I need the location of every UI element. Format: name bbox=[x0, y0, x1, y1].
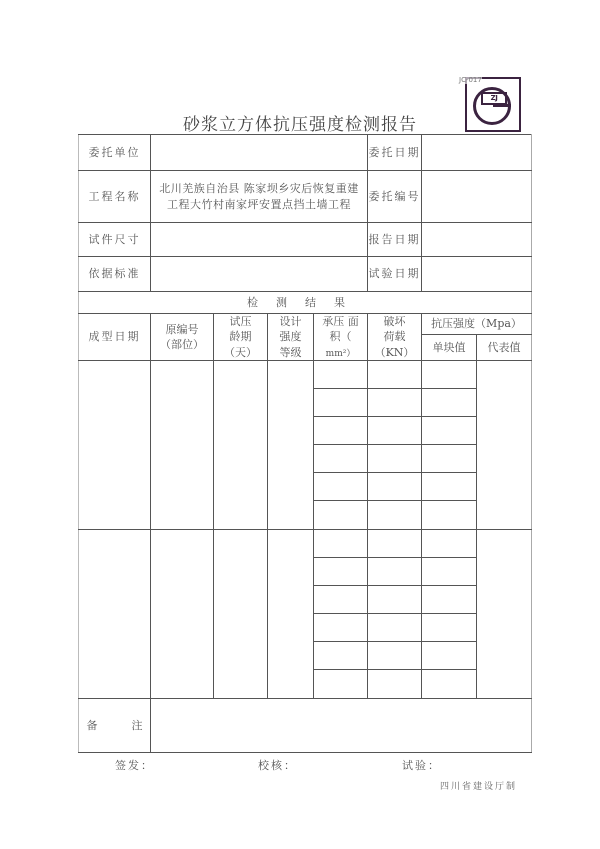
area-cell[interactable] bbox=[314, 670, 368, 699]
remarks-label-a: 备 bbox=[86, 719, 98, 733]
group1-test-age[interactable] bbox=[214, 361, 268, 530]
area-cell[interactable] bbox=[314, 473, 368, 501]
signature-review: 校核： bbox=[258, 759, 297, 772]
group1-representative[interactable] bbox=[477, 361, 532, 530]
test-date-label: 试验日期 bbox=[368, 257, 422, 292]
signature-test: 试验： bbox=[402, 759, 441, 772]
area-cell[interactable] bbox=[314, 614, 368, 642]
area-cell[interactable] bbox=[314, 389, 368, 417]
report-date-field[interactable] bbox=[422, 223, 532, 257]
area-cell[interactable] bbox=[314, 445, 368, 473]
entrust-date-label: 委托日期 bbox=[368, 135, 422, 171]
col-area: 承压 面 积（ mm²） bbox=[314, 314, 368, 361]
col-molding-date: 成型日期 bbox=[79, 314, 151, 361]
load-cell[interactable] bbox=[368, 473, 422, 501]
client-label: 委托单位 bbox=[79, 135, 151, 171]
group2-representative[interactable] bbox=[477, 530, 532, 699]
area-cell[interactable] bbox=[314, 361, 368, 389]
client-field[interactable] bbox=[151, 135, 368, 171]
load-cell[interactable] bbox=[368, 389, 422, 417]
single-value-cell[interactable] bbox=[422, 614, 477, 642]
area-cell[interactable] bbox=[314, 586, 368, 614]
entrust-no-field[interactable] bbox=[422, 171, 532, 223]
area-cell[interactable] bbox=[314, 642, 368, 670]
test-date-field[interactable] bbox=[422, 257, 532, 292]
col-design-grade: 设计 强度 等级 bbox=[268, 314, 314, 361]
single-value-cell[interactable] bbox=[422, 389, 477, 417]
load-cell[interactable] bbox=[368, 586, 422, 614]
load-cell[interactable] bbox=[368, 558, 422, 586]
specimen-size-field[interactable] bbox=[151, 223, 368, 257]
single-value-cell[interactable] bbox=[422, 473, 477, 501]
col-original-no bbox=[151, 314, 214, 361]
load-cell[interactable] bbox=[368, 361, 422, 389]
load-cell[interactable] bbox=[368, 642, 422, 670]
results-section-title: 检测结果 bbox=[79, 292, 532, 314]
col-strength: 抗压强度（Mpa） bbox=[422, 314, 532, 335]
entrust-date-field[interactable] bbox=[422, 135, 532, 171]
standard-field[interactable] bbox=[151, 257, 368, 292]
remarks-label bbox=[79, 699, 151, 753]
group1-design-grade[interactable] bbox=[268, 361, 314, 530]
group1-molding-date[interactable] bbox=[79, 361, 151, 530]
group2-molding-date[interactable] bbox=[79, 530, 151, 699]
area-cell[interactable] bbox=[314, 530, 368, 558]
single-value-cell[interactable] bbox=[422, 642, 477, 670]
issuer-footer: 四川省建设厅制 bbox=[440, 782, 518, 792]
single-value-cell[interactable] bbox=[422, 361, 477, 389]
area-cell[interactable] bbox=[314, 417, 368, 445]
col-original-no-b: （部位） bbox=[160, 338, 204, 352]
remarks-field[interactable] bbox=[151, 699, 532, 753]
single-value-cell[interactable] bbox=[422, 558, 477, 586]
project-label: 工程名称 bbox=[79, 171, 151, 223]
standard-label: 依据标准 bbox=[79, 257, 151, 292]
load-cell[interactable] bbox=[368, 670, 422, 699]
col-load: 破坏 荷载 （KN） bbox=[368, 314, 422, 361]
load-cell[interactable] bbox=[368, 614, 422, 642]
single-value-cell[interactable] bbox=[422, 417, 477, 445]
single-value-cell[interactable] bbox=[422, 501, 477, 530]
col-original-no-a: 原编号 bbox=[165, 322, 199, 336]
form-code: JC-017 bbox=[459, 76, 482, 84]
single-value-cell[interactable] bbox=[422, 670, 477, 699]
specimen-size-label: 试件尺寸 bbox=[79, 223, 151, 257]
area-cell[interactable] bbox=[314, 501, 368, 530]
report-title: 砂浆立方体抗压强度检测报告 bbox=[183, 115, 417, 135]
single-value-cell[interactable] bbox=[422, 586, 477, 614]
area-cell[interactable] bbox=[314, 558, 368, 586]
report-date-label: 报告日期 bbox=[368, 223, 422, 257]
logo-mark: ZJ bbox=[481, 92, 507, 105]
group2-test-age[interactable] bbox=[214, 530, 268, 699]
single-value-cell[interactable] bbox=[422, 530, 477, 558]
col-test-age: 试压 龄期 （天） bbox=[214, 314, 268, 361]
load-cell[interactable] bbox=[368, 501, 422, 530]
col-single-value: 单块值 bbox=[422, 334, 477, 361]
report-table bbox=[78, 134, 532, 753]
load-cell[interactable] bbox=[368, 445, 422, 473]
group1-original-no[interactable] bbox=[151, 361, 214, 530]
load-cell[interactable] bbox=[368, 417, 422, 445]
group2-design-grade[interactable] bbox=[268, 530, 314, 699]
entrust-no-label: 委托编号 bbox=[368, 171, 422, 223]
group2-original-no[interactable] bbox=[151, 530, 214, 699]
signature-issue: 签发： bbox=[115, 759, 154, 772]
load-cell[interactable] bbox=[368, 530, 422, 558]
remarks-label-b: 注 bbox=[131, 719, 143, 733]
single-value-cell[interactable] bbox=[422, 445, 477, 473]
col-representative-value: 代表值 bbox=[477, 334, 532, 361]
project-field[interactable]: 北川羌族自治县 陈家坝乡灾后恢复重建工程大竹村南家坪安置点挡土墙工程 bbox=[151, 171, 368, 223]
